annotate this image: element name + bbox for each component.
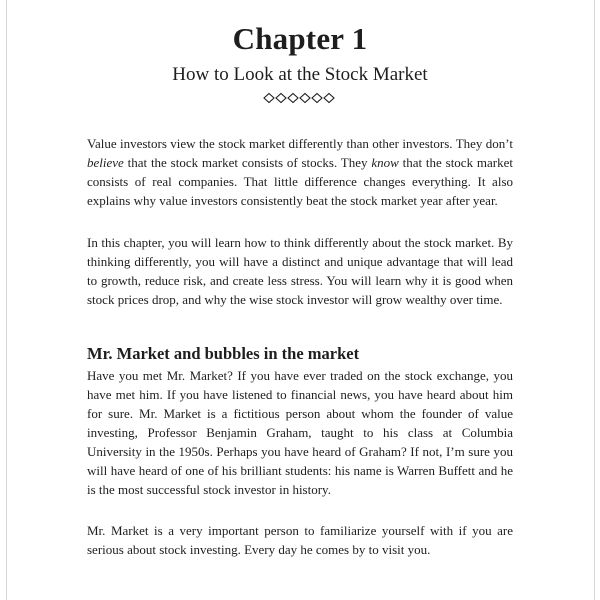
chapter-subtitle: How to Look at the Stock Market [172, 64, 428, 85]
emphasis-know: know [371, 155, 399, 170]
chapter-title: Chapter 1 [232, 21, 368, 56]
page-edge-left [6, 0, 7, 600]
section-heading: Mr. Market and bubbles in the market [87, 344, 360, 363]
ornament-svg [263, 92, 337, 104]
paragraph-intro [87, 134, 513, 210]
emphasis-believe: believe [87, 155, 124, 170]
paragraph-intro-text-1: Value investors view the stock market differently than other investors. They don’t [87, 136, 513, 151]
paragraph-intro-text-2: that the stock market consists of stocks. They [123, 155, 372, 170]
paragraph-mr-market: Have you met Mr. Market? If you have ever traded on the stock exchange, you have met him. If you have listened to financial news, you have heard about him for sure. Mr. Market is a fictitious person about whom the founder of value investing, Professor Benjamin Graham, taught to his class at Columbia University in the 1950s. Perhaps you have heard of Graham? If not, I’m sure you will have heard of one of his brilliant students: his name is Warren Buffett and he is the most successful stock investor in history. [87, 368, 513, 497]
paragraph-chapter-overview: In this chapter, you will learn how to think differently about the stock market. By thinking differently, you will have a distinct and unique advantage that will lead to growth, reduce risk, and create less stress. You will learn why it is good when stock prices drop, and why the wise stock investor will grow wealthy over time. [87, 235, 513, 307]
paragraph-intro-text-3: that the stock market consists of real companies. That little difference changes everything. It also explains why value investors consistently beat the stock market year after year. [87, 155, 513, 208]
paragraph-mr-market-importance: Mr. Market is a very important person to familiarize yourself with if you are serious about stock investing. Every day he comes by to visit you. [87, 523, 513, 557]
page-edge-right [594, 0, 595, 600]
diamond-chain-ornament-icon [0, 92, 600, 104]
